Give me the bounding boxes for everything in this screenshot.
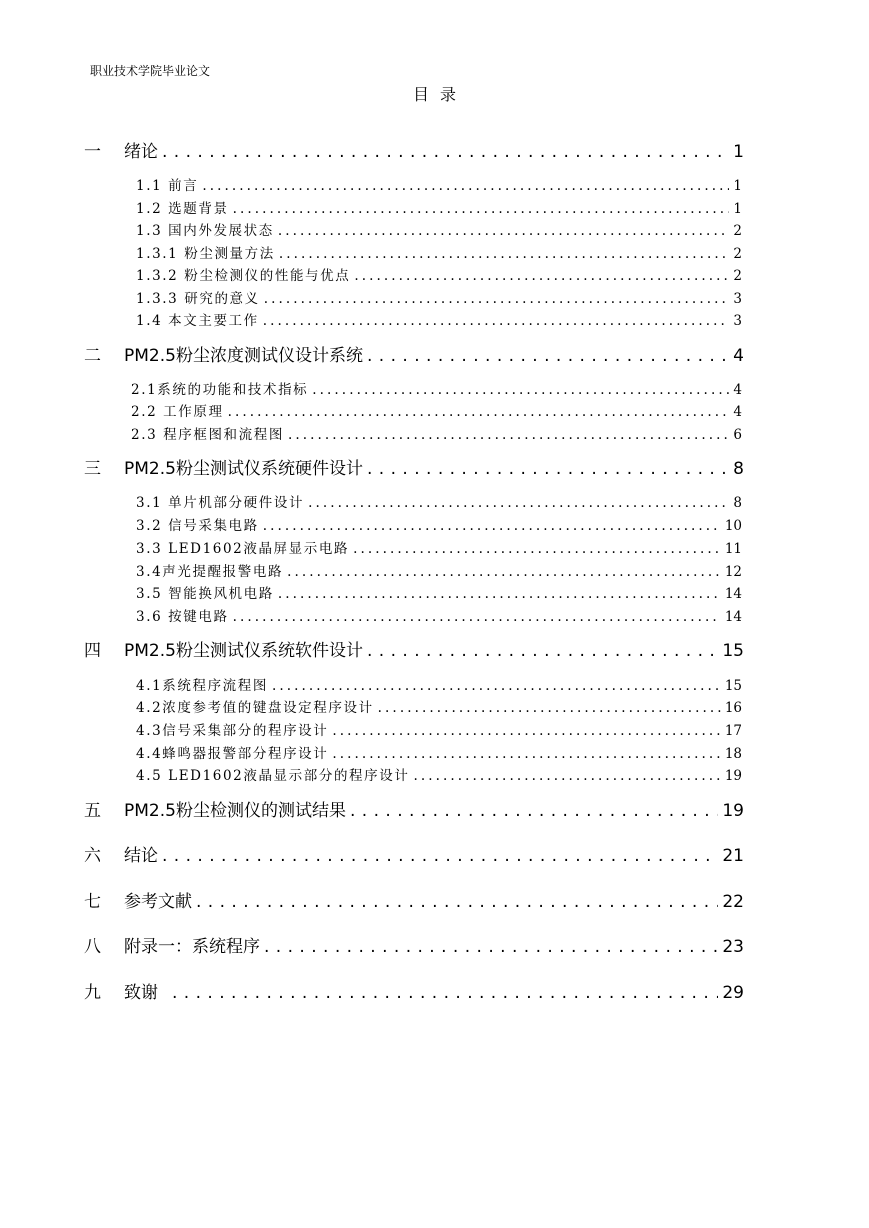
page-number: 14 [724,609,742,625]
page-number: 3 [733,313,742,329]
toc-section-2-2[interactable] [131,401,742,423]
page-number: 4 [733,382,742,398]
leader-dots [332,720,720,742]
page-number: 23 [722,937,744,957]
page-number: 19 [722,801,744,821]
page-number: 29 [722,983,744,1003]
toc-section-1-1[interactable] [136,175,742,197]
toc-chapter-4[interactable] [84,637,744,665]
leader-dots [263,515,721,537]
leader-dots [287,561,721,583]
toc-section-4-1[interactable] [136,675,742,697]
chapter-title: 致谢 [124,983,158,1003]
chapter-title: PM2.5粉尘测试仪系统软件设计 [124,641,363,661]
leader-dots [272,675,721,697]
toc-section-3-3[interactable] [136,538,742,560]
chapter-number: 八 [84,937,101,957]
chapter-number: 一 [84,142,101,162]
section-title: 1.3.3 研究的意义 [136,291,260,307]
page-number: 19 [724,768,742,784]
leader-dots [264,933,718,961]
chapter-number: 二 [84,346,101,366]
leader-dots [233,198,730,220]
page-number: 22 [722,892,744,912]
page-number: 1 [733,142,744,162]
chapter-title: 绪论 [124,142,158,162]
leader-dots [350,797,718,825]
leader-dots [196,888,718,916]
page-number: 6 [733,427,742,443]
toc-section-2-1[interactable] [131,379,742,401]
chapter-title: 结论 [124,846,158,866]
leader-dots [162,138,729,166]
page-number: 16 [724,700,742,716]
section-title: 3.6 按键电路 [136,609,229,625]
page-number: 18 [724,746,742,762]
section-title: 4.3信号采集部分的程序设计 [136,723,329,739]
page-number: 1 [733,178,742,194]
chapter-title: PM2.5粉尘测试仪系统硬件设计 [124,459,363,479]
section-title: 3.2 信号采集电路 [136,518,259,534]
toc-section-3-4[interactable] [136,561,742,583]
leader-dots [162,842,718,870]
section-title: 1.2 选题背景 [136,201,229,217]
page-number: 4 [733,346,744,366]
page-number: 2 [733,223,742,239]
section-title: 1.3 国内外发展状态 [136,223,274,239]
page-number: 17 [724,723,742,739]
page-number: 2 [733,246,742,262]
section-title: 4.2浓度参考值的键盘设定程序设计 [136,700,374,716]
leader-dots [233,606,721,628]
document-header: 职业技术学院毕业论文 [90,64,211,78]
section-title: 1.1 前言 [136,178,199,194]
leader-dots [312,379,729,401]
toc-chapter-3[interactable] [84,455,744,483]
leader-dots [278,583,721,605]
toc-section-2-3[interactable] [131,424,742,446]
page-number: 8 [733,459,744,479]
section-title: 4.1系统程序流程图 [136,678,268,694]
page-number: 14 [724,586,742,602]
page-title: 目 录 [412,85,457,104]
section-title: 3.3 LED1602液晶屏显示电路 [136,541,350,557]
toc-section-1-3[interactable] [136,220,742,242]
toc-section-1-3-2[interactable] [136,265,742,287]
toc-section-4-3[interactable] [136,720,742,742]
toc-chapter-9[interactable] [84,979,744,1007]
toc-section-1-2[interactable] [136,198,742,220]
leader-dots [172,979,718,1007]
page-number: 8 [733,495,742,511]
page-number: 15 [722,641,744,661]
leader-dots [354,265,729,287]
leader-dots [353,538,721,560]
toc-chapter-6[interactable] [84,842,744,870]
section-title: 3.5 智能换风机电路 [136,586,274,602]
page-number: 10 [724,518,742,534]
section-title: 4.5 LED1602液晶显示部分的程序设计 [136,768,410,784]
section-title: 1.3.2 粉尘检测仪的性能与优点 [136,268,351,284]
chapter-number: 五 [84,801,101,821]
toc-section-3-5[interactable] [136,583,742,605]
toc-section-4-5[interactable] [136,765,742,787]
page-number: 15 [724,678,742,694]
chapter-number: 三 [84,459,101,479]
page-number: 4 [733,404,742,420]
leader-dots [413,765,720,787]
toc-chapter-5[interactable] [84,797,744,825]
toc-section-4-2[interactable] [136,697,742,719]
toc-chapter-7[interactable] [84,888,744,916]
leader-dots [367,455,729,483]
page-number: 11 [724,541,742,557]
chapter-title: PM2.5粉尘检测仪的测试结果 [124,801,346,821]
toc-section-3-6[interactable] [136,606,742,628]
page-number: 1 [733,201,742,217]
section-title: 1.3.1 粉尘测量方法 [136,246,275,262]
toc-section-1-4[interactable] [136,310,742,332]
leader-dots [264,288,730,310]
toc-chapter-8[interactable] [84,933,744,961]
section-title: 3.4声光提醒报警电路 [136,564,284,580]
chapter-title: 附录一：系统程序 [124,937,260,957]
leader-dots [378,697,721,719]
chapter-title: PM2.5粉尘浓度测试仪设计系统 [124,346,363,366]
chapter-title: 参考文献 [124,892,192,912]
section-title: 1.4 本文主要工作 [136,313,259,329]
leader-dots [332,743,720,765]
section-title: 3.1 单片机部分硬件设计 [136,495,305,511]
section-title: 2.1系统的功能和技术指标 [131,382,309,398]
page-number: 12 [724,564,742,580]
toc-chapter-2[interactable] [84,342,744,370]
toc-section-4-4[interactable] [136,743,742,765]
section-title: 2.2 工作原理 [131,404,224,420]
leader-dots [308,492,729,514]
page-number: 21 [722,846,744,866]
chapter-number: 七 [84,892,101,912]
leader-dots [279,243,730,265]
leader-dots [367,637,718,665]
section-title: 4.4蜂鸣器报警部分程序设计 [136,746,329,762]
leader-dots [228,401,730,423]
toc-section-1-3-3[interactable] [136,288,742,310]
section-title: 2.3 程序框图和流程图 [131,427,284,443]
page-number: 2 [733,268,742,284]
toc-section-3-2[interactable] [136,515,742,537]
toc-section-1-3-1[interactable] [136,243,742,265]
leader-dots [202,175,729,197]
chapter-number: 九 [84,983,101,1003]
leader-dots [367,342,729,370]
chapter-number: 六 [84,846,101,866]
leader-dots [288,424,729,446]
chapter-number: 四 [84,641,101,661]
leader-dots [263,310,730,332]
page-number: 3 [733,291,742,307]
leader-dots [278,220,730,242]
toc-chapter-1[interactable] [84,138,744,166]
toc-section-3-1[interactable] [136,492,742,514]
